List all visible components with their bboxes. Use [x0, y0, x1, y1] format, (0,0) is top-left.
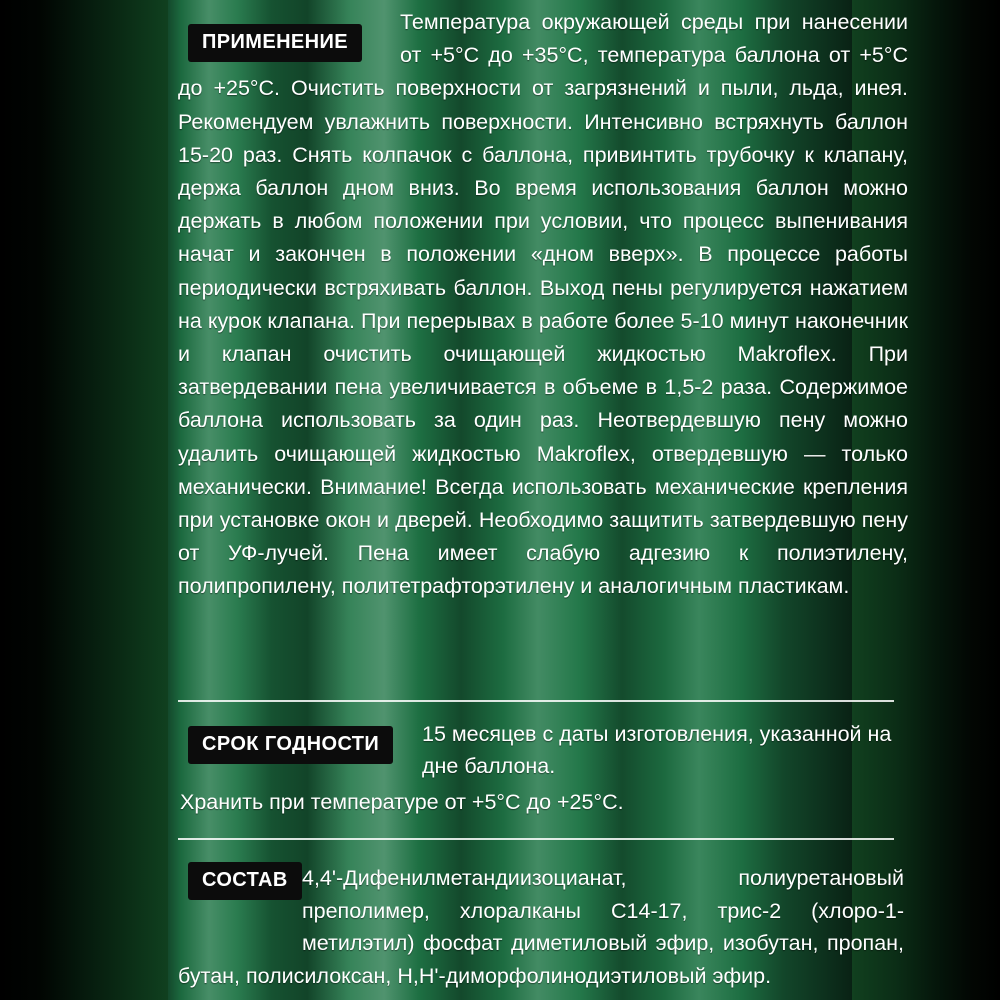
- shelf-life-tag-wrapper: [188, 726, 393, 764]
- composition-tag-wrapper: [188, 862, 302, 900]
- composition-tag-label: СОСТАВ: [188, 862, 302, 900]
- shelf-life-storage-note: Хранить при температуре от +5°C до +25°C.: [180, 790, 624, 814]
- section-divider-2: [178, 838, 894, 840]
- shelf-life-tag-label: СРОК ГОДНОСТИ: [188, 726, 393, 764]
- section-divider-1: [178, 700, 894, 702]
- composition-body-text: 4,4'-Дифенилметандиизоцианат, полиуретановый преполимер, хлоралканы С14-17, трис-2 (хлоро-1-метилэтил) фосфат диметиловый эфир, изобутан, пропан, бутан, полисилоксан, Н,Н'-диморфолинодиэтиловый эфир.: [178, 866, 904, 988]
- application-tag-wrapper: [188, 24, 362, 62]
- application-section-body: [178, 6, 908, 604]
- application-body-text: Температура окружающей среды при нанесении от +5°C до +35°C, температура баллона от +5°C до +25°C. Очистить поверхности от загрязнений и пыли, льда, инея. Рекомендуем увлажнить поверхности. Интенсивно встряхнуть баллон 15-20 раз. Снять колпачок с баллона, привинтить трубочку к клапану, держа баллон дном вниз. Во время использования баллон можно держать в любом положении при условии, что процесс выпенивания начат и закончен в положении «дном вверх». В процессе работы периодически встряхивать баллон. Выход пены регулируется нажатием на курок клапана. При перерывах в работе более 5-10 минут наконечник и клапан очистить очищающей жидкостью Makroflex. При затвердевании пена увеличивается в объеме в 1,5-2 раза. Содержимое баллона использовать за один раз. Неотвердевшую пену можно удалить очищающей жидкостью Makroflex, отвердевшую — только механически. Внимание! Всегда использовать механические крепления при установке окон и дверей. Необходимо защитить затвердевшую пену от УФ-лучей. Пена имеет слабую адгезию к полиэтилену, полипропилену, политетрафторэтилену и аналогичным пластикам.: [178, 10, 908, 599]
- application-tag-label: ПРИМЕНЕНИЕ: [188, 24, 362, 62]
- shelf-life-body-text: 15 месяцев с даты изготовления, указанной на дне баллона.: [422, 722, 892, 778]
